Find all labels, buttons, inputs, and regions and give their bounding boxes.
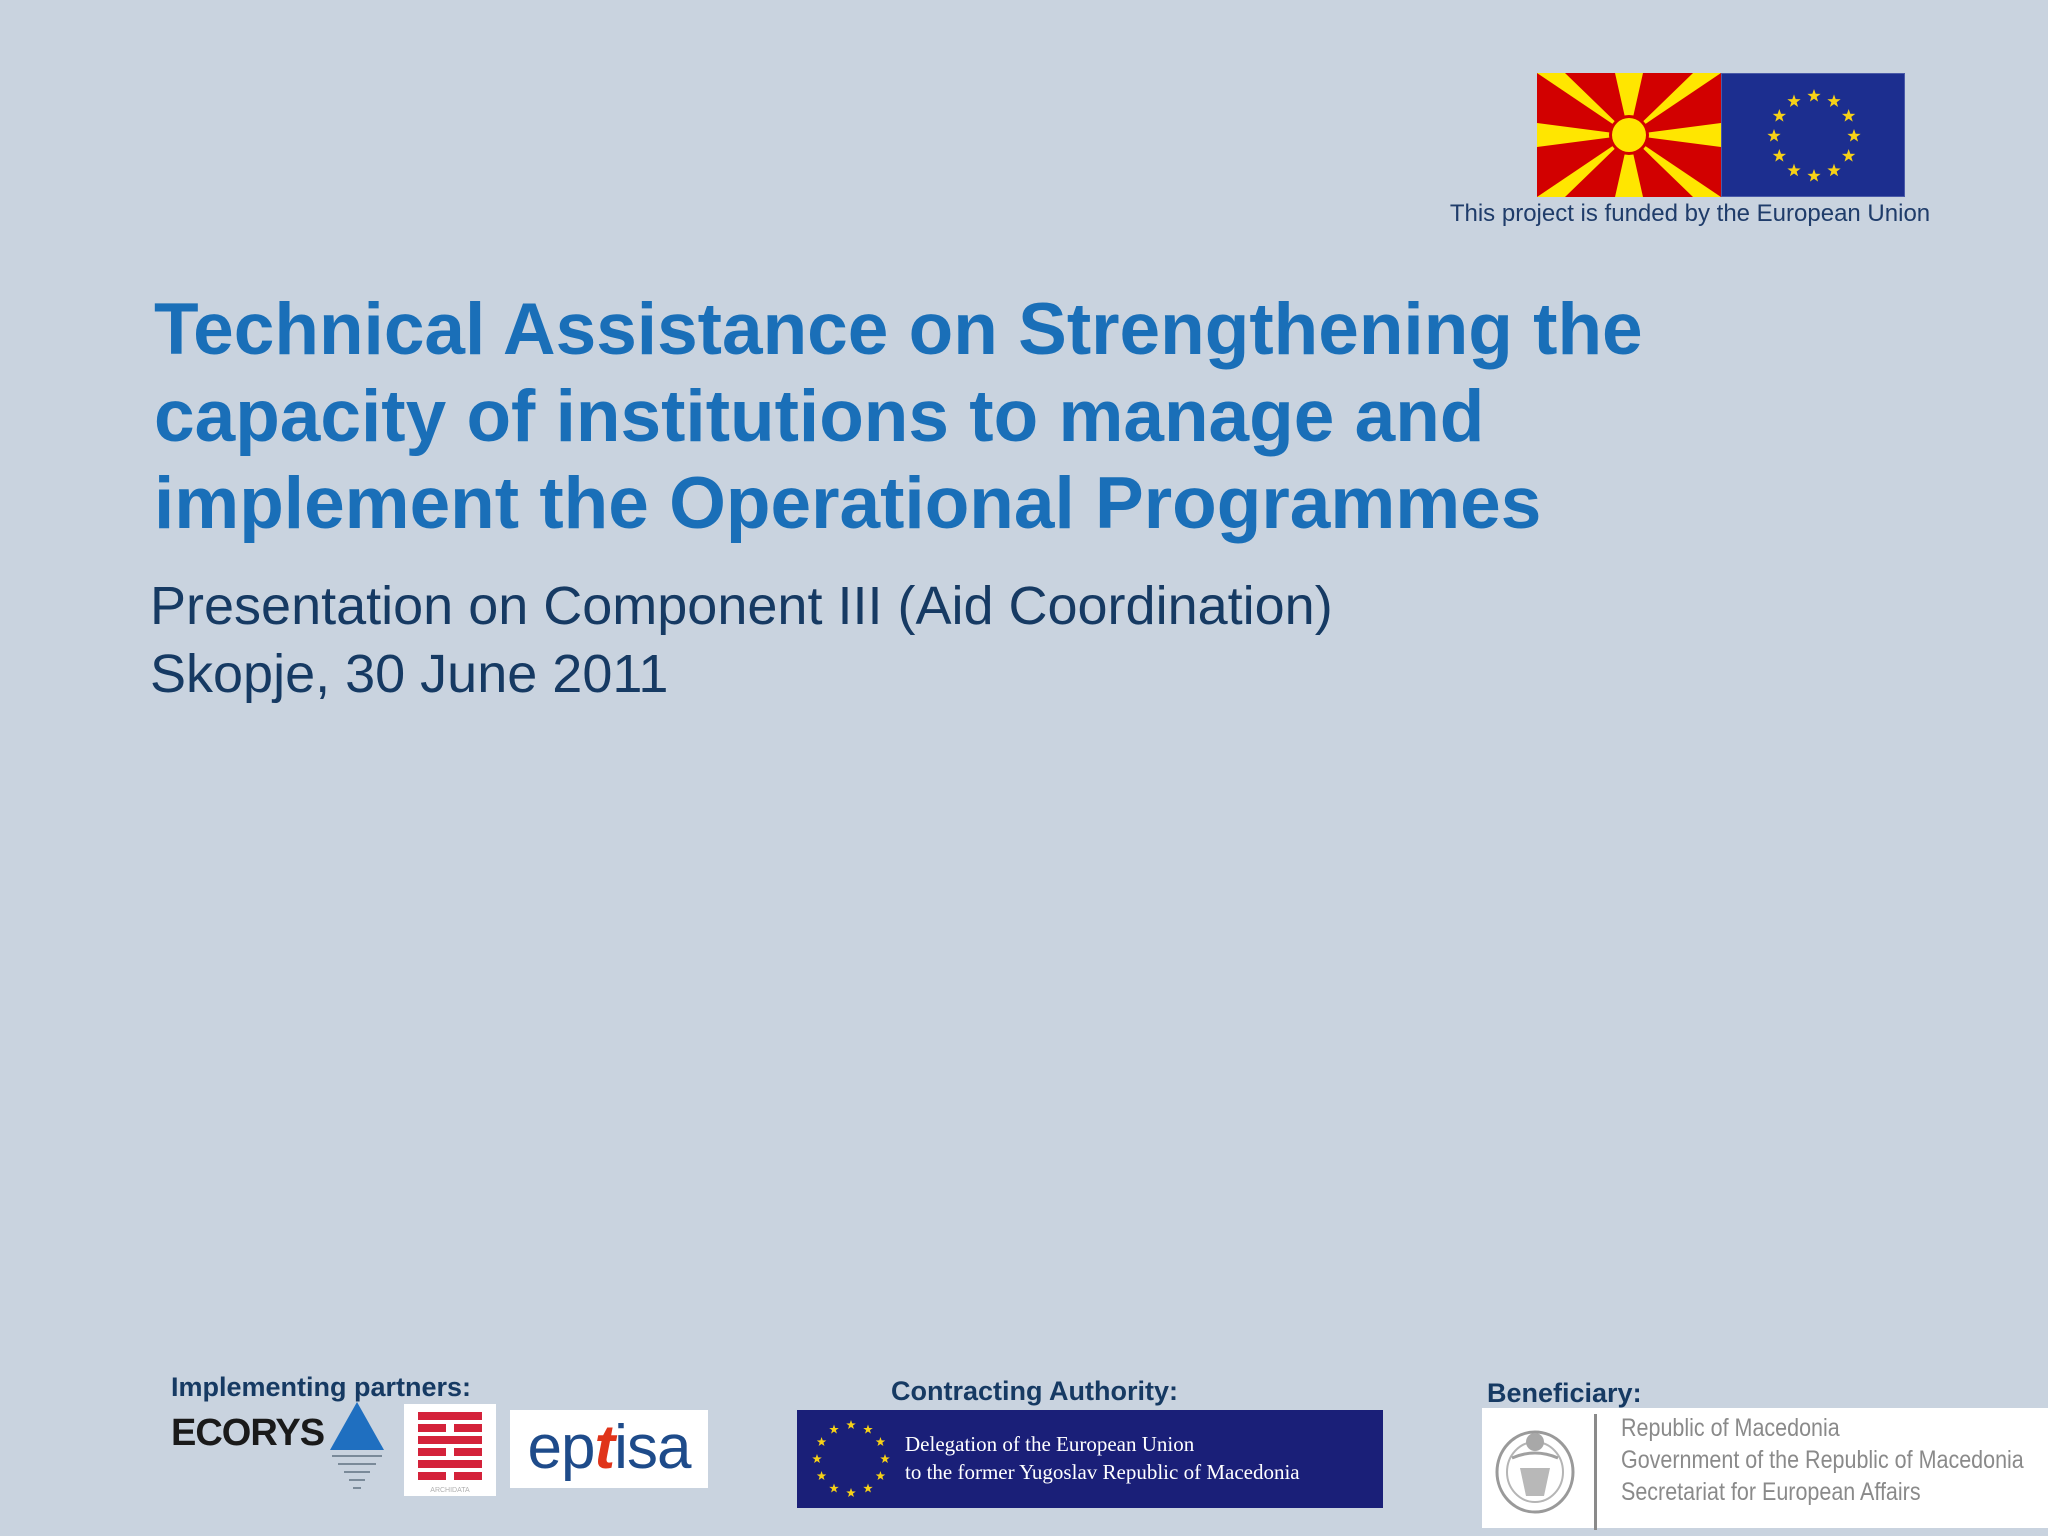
eu-star-icon: [829, 1483, 839, 1492]
eu-flag-icon: [1721, 73, 1905, 197]
svg-text:ARCHIDATA: ARCHIDATA: [430, 1487, 470, 1494]
beneficiary-text: [1621, 1412, 2024, 1508]
eu-star-icon: [863, 1425, 873, 1434]
delegation-line-2: to the former Yugoslav Republic of Macedonia: [905, 1460, 1300, 1484]
beneficiary-label: Beneficiary:: [1487, 1378, 1642, 1408]
eptisa-logo: [510, 1410, 708, 1488]
eu-star-icon: [812, 1454, 822, 1463]
title-line-1: Technical Assistance on Strengthening the: [154, 289, 1643, 370]
subtitle-line-1: Presentation on Component III (Aid Coordination): [150, 576, 1333, 636]
eptisa-logo-part: isa: [614, 1413, 691, 1482]
eptisa-logo-part: ep: [527, 1413, 595, 1482]
contracting-authority-label: Contracting Authority:: [891, 1376, 1178, 1406]
eu-star-icon: [846, 1488, 856, 1497]
coat-of-arms-icon: [1490, 1418, 1580, 1518]
ecorys-logo: ECORYS: [171, 1412, 325, 1454]
eu-star-icon: [817, 1471, 827, 1480]
eu-star-icon: [876, 1437, 886, 1446]
beneficiary-line-1: Republic of Macedonia: [1621, 1414, 1840, 1442]
delegation-text: [905, 1430, 1300, 1486]
delegation-line-1: Delegation of the European Union: [905, 1432, 1195, 1456]
beneficiary-logo: [1482, 1408, 2048, 1528]
slide-subtitle: [150, 572, 1850, 708]
beneficiary-line-2: Government of the Republic of Macedonia: [1621, 1446, 2024, 1474]
eptisa-logo-t: t: [594, 1413, 615, 1482]
flags-group: [1537, 73, 1905, 197]
subtitle-line-2: Skopje, 30 June 2011: [150, 644, 669, 704]
implementing-partners-label: Implementing partners:: [171, 1372, 472, 1402]
eu-star-icon: [817, 1437, 827, 1446]
funded-by-eu-text: This project is funded by the European Union: [1449, 200, 1931, 227]
eu-star-icon: [863, 1483, 873, 1492]
slide-title: [154, 286, 1854, 547]
eu-delegation-logo: [797, 1410, 1383, 1508]
title-line-3: implement the Operational Programmes: [154, 463, 1542, 544]
ecorys-mark-icon: [326, 1402, 388, 1502]
macedonia-flag-icon: [1537, 73, 1721, 197]
eu-star-icon: [829, 1425, 839, 1434]
eu-star-icon: [846, 1420, 856, 1429]
eu-star-icon: [880, 1454, 890, 1463]
eu-stars-icon: [805, 1410, 903, 1508]
eu-star-icon: [876, 1471, 886, 1480]
beneficiary-line-3: Secretariat for European Affairs: [1621, 1478, 1921, 1506]
archidata-logo: [404, 1404, 496, 1496]
beneficiary-divider: [1594, 1414, 1597, 1530]
title-line-2: capacity of institutions to manage and: [154, 376, 1485, 457]
